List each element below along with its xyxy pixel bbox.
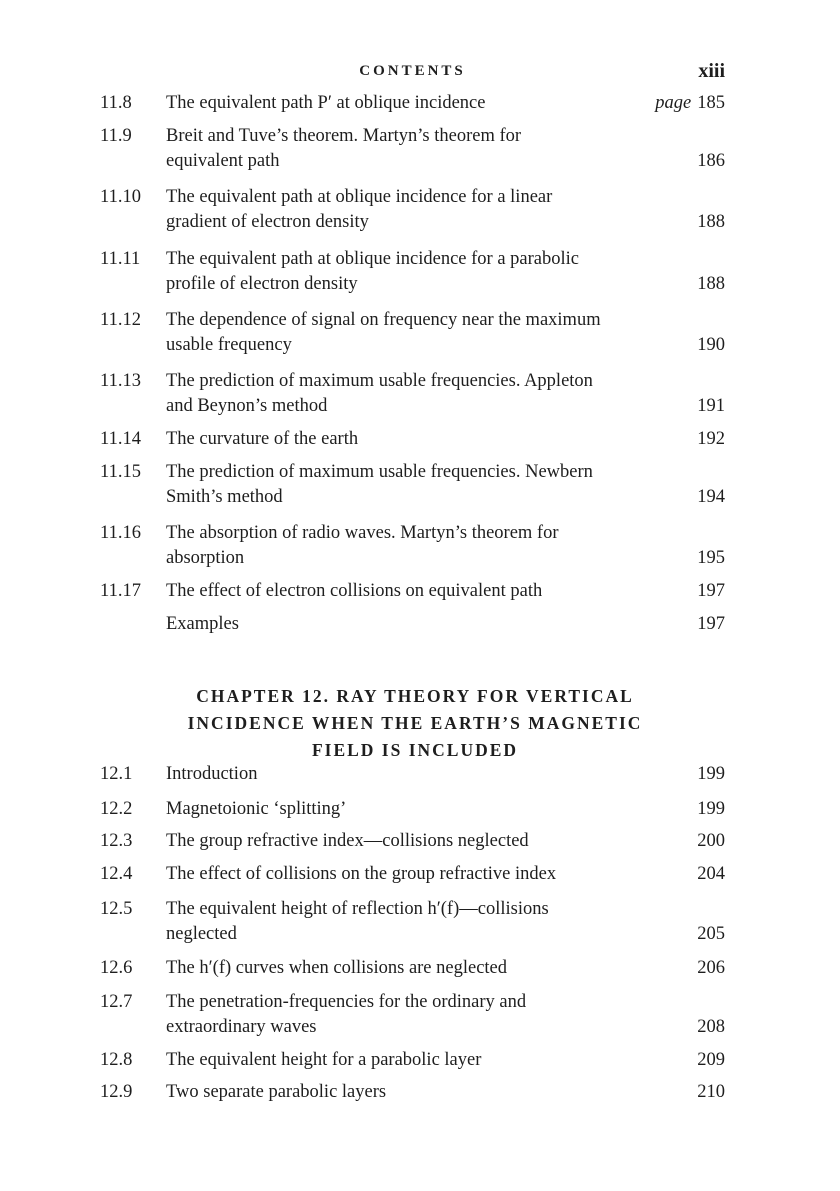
toc-entry[interactable] [100,762,725,787]
page-value: 191 [697,395,725,416]
page-value: 206 [697,958,725,978]
entry-title [166,612,725,637]
entry-title [166,185,725,234]
toc-entry[interactable] [100,612,725,637]
entry-title [166,91,725,116]
page-value: 192 [697,429,725,449]
page-value: 190 [697,334,725,355]
entry-title-line: The absorption of radio waves. Martyn’s theorem for [166,523,559,543]
entry-title-line: Introduction [166,764,258,784]
page-value: 185 [697,93,725,113]
page-value: 209 [697,1050,725,1070]
chapter-heading-line: INCIDENCE WHEN THE EARTH’S MAGNETIC [187,713,643,733]
section-number: 12.1 [100,764,133,784]
entry-page-number [697,546,725,571]
page-value: 205 [697,923,725,944]
page-value: 210 [697,1082,725,1102]
toc-entry[interactable] [100,427,725,452]
page-value: 195 [697,547,725,568]
page-value: 199 [697,764,725,784]
page-value: 200 [697,831,725,851]
page-number: xiii [698,60,725,82]
entry-page-number [697,579,725,604]
entry-title-line: Examples [166,614,239,634]
section-number: 12.2 [100,799,133,819]
toc-entry[interactable] [100,247,725,296]
entry-title [166,1080,725,1105]
toc-entry[interactable] [100,91,725,116]
section-number: 12.4 [100,864,133,884]
section-number: 12.6 [100,958,133,978]
page-value: 186 [697,150,725,171]
entry-title [166,579,725,604]
entry-title-line: gradient of electron density [166,211,369,232]
chapter-heading-line: FIELD IS INCLUDED [311,740,519,760]
page-value: 197 [697,614,725,634]
entry-title-line: Smith’s method [166,486,283,507]
entry-title [166,1048,725,1073]
toc-entry[interactable] [100,369,725,418]
toc-entry[interactable] [100,1080,725,1105]
entry-title [166,521,725,570]
entry-page-number [697,1015,725,1040]
entry-page-number [697,394,725,419]
toc-entry[interactable] [100,862,725,887]
page-value: 188 [697,273,725,294]
entry-title-line: The prediction of maximum usable frequencies. Newbern [166,462,593,482]
entry-title-line: The dependence of signal on frequency near the maximum [166,310,601,330]
entry-title [166,862,725,887]
entry-title [166,427,725,452]
toc-entry[interactable] [100,1048,725,1073]
entry-page-number [697,612,725,637]
toc-entry[interactable] [100,185,725,234]
entry-title [166,247,725,296]
page-value: 204 [697,864,725,884]
entry-page-number [697,485,725,510]
chapter-heading [130,683,700,764]
entry-page-number [697,427,725,452]
chapter-heading-line: CHAPTER 12. RAY THEORY FOR VERTICAL [196,686,634,706]
page-value: 188 [697,211,725,232]
entry-title-line: The prediction of maximum usable frequencies. Appleton [166,371,593,391]
entry-page-number [655,91,725,116]
entry-page-number [697,862,725,887]
section-number: 12.5 [100,899,133,919]
entry-title-line: The equivalent height for a parabolic layer [166,1050,482,1070]
entry-page-number [697,272,725,297]
entry-title [166,897,725,946]
entry-page-number [697,797,725,822]
entry-page-number [697,922,725,947]
running-head [100,60,725,84]
entry-title-line: The h′(f) curves when collisions are neglected [166,958,508,978]
toc-entry[interactable] [100,579,725,604]
entry-page-number [697,333,725,358]
toc-entry[interactable] [100,829,725,854]
entry-title [166,797,725,822]
section-number: 11.10 [100,187,141,207]
entry-page-number [697,1048,725,1073]
entry-title [166,829,725,854]
entry-title-line: Breit and Tuve’s theorem. Martyn’s theorem for [166,126,522,146]
entry-title-line: Two separate parabolic layers [166,1082,387,1102]
section-number: 12.9 [100,1082,133,1102]
section-number: 11.17 [100,581,141,601]
entry-title-line: The curvature of the earth [166,429,359,449]
toc-entry[interactable] [100,897,725,946]
entry-title-line: equivalent path [166,150,280,171]
page-value: 208 [697,1016,725,1037]
section-number: 11.14 [100,429,141,449]
entry-title [166,369,725,418]
running-head-title: CONTENTS [359,63,466,79]
page-value: 194 [697,486,725,507]
entry-title [166,308,725,357]
toc-entry[interactable] [100,956,725,981]
entry-title [166,990,725,1039]
entry-page-number [697,762,725,787]
section-number: 11.11 [100,249,141,269]
entry-page-number [697,149,725,174]
entry-title-line: neglected [166,923,237,944]
section-number: 11.9 [100,126,132,146]
entry-title-line: The effect of electron collisions on equivalent path [166,581,543,601]
entry-title-line: The group refractive index—collisions neglected [166,831,529,851]
entry-title [166,460,725,509]
page-value: 199 [697,799,725,819]
section-number: 11.16 [100,523,141,543]
toc-entry[interactable] [100,521,725,570]
section-number: 12.8 [100,1050,133,1070]
entry-page-number [697,956,725,981]
entry-title-line: The penetration-frequencies for the ordinary and [166,992,527,1012]
entry-title-line: The equivalent path at oblique incidence for a parabolic [166,249,579,269]
entry-page-number [697,1080,725,1105]
entry-title-line: profile of electron density [166,273,358,294]
toc-entry[interactable] [100,124,725,173]
section-number: 11.12 [100,310,141,330]
toc-entry[interactable] [100,797,725,822]
toc-entry[interactable] [100,308,725,357]
entry-title-line: The equivalent path P′ at oblique incidence [166,93,486,113]
section-number: 11.15 [100,462,141,482]
entry-title [166,762,725,787]
page-value: 197 [697,581,725,601]
entry-page-number [697,829,725,854]
toc-entry[interactable] [100,990,725,1039]
entry-title-line: Magnetoionic ‘splitting’ [166,799,347,819]
entry-title-line: and Beynon’s method [166,395,328,416]
toc-entry[interactable] [100,460,725,509]
section-number: 11.13 [100,371,141,391]
section-number: 12.7 [100,992,133,1012]
entry-title-line: usable frequency [166,334,292,355]
entry-title-line: extraordinary waves [166,1016,317,1037]
entry-title-line: The effect of collisions on the group refractive index [166,864,557,884]
section-number: 12.3 [100,831,133,851]
entry-title-line: The equivalent height of reflection h′(f)—collisions [166,899,549,919]
entry-page-number [697,210,725,235]
entry-title-line: The equivalent path at oblique incidence for a linear [166,187,553,207]
page-label: page [655,93,692,113]
entry-title [166,124,725,173]
section-number: 11.8 [100,93,132,113]
entry-title [166,956,725,981]
entry-title-line: absorption [166,547,245,568]
